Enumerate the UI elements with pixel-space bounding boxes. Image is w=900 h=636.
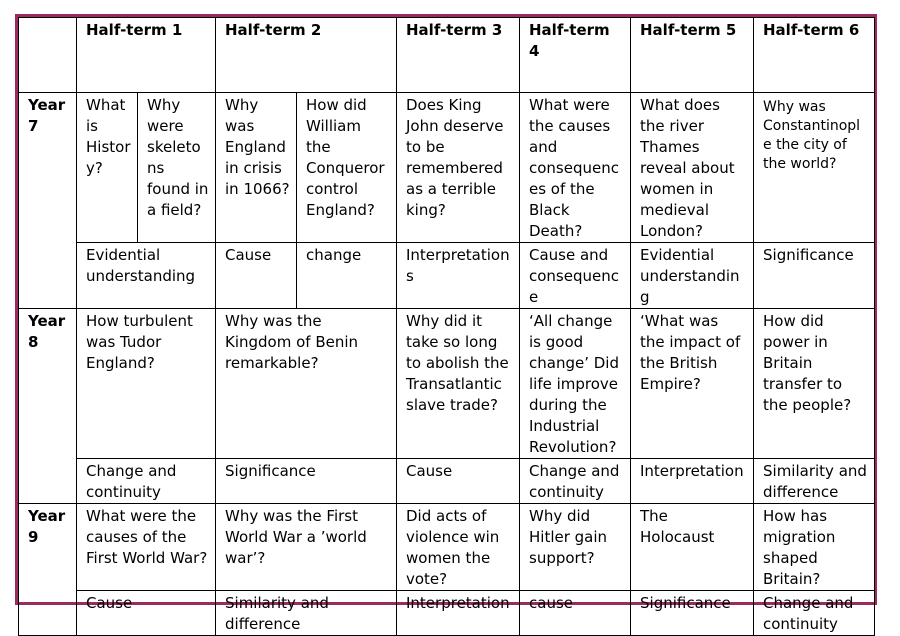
year9-question-row xyxy=(19,504,875,591)
header-row xyxy=(19,18,875,93)
year9-ht2-question: Why was the First World War a ’world war’? xyxy=(216,504,397,591)
year7-ht2-question-a: Why was England in crisis in 1066? xyxy=(216,93,297,243)
year9-ht4-concept: cause xyxy=(520,591,631,636)
header-half-term-2: Half-term 2 xyxy=(216,18,397,93)
year9-ht1-question: What were the causes of the First World War? xyxy=(77,504,216,591)
year8-question-row xyxy=(19,309,875,459)
year7-label: Year 7 xyxy=(19,93,77,309)
header-half-term-3: Half-term 3 xyxy=(397,18,520,93)
year7-ht1-question-a: What is History? xyxy=(77,93,138,243)
year8-ht4-question: ‘All change is good change’ Did life improve during the Industrial Revolution? xyxy=(520,309,631,459)
year7-ht6-question: Why was Constantinople the city of the world? xyxy=(754,93,875,243)
year9-label: Year 9 xyxy=(19,504,77,636)
year9-ht3-concept: Interpretation xyxy=(397,591,520,636)
year8-ht3-concept: Cause xyxy=(397,459,520,504)
year8-label: Year 8 xyxy=(19,309,77,504)
year8-ht1-concept: Change and continuity xyxy=(77,459,216,504)
year7-question-row xyxy=(19,93,875,243)
year9-ht3-question: Did acts of violence win women the vote? xyxy=(397,504,520,591)
year8-ht5-concept: Interpretation xyxy=(631,459,754,504)
year7-concept-row xyxy=(19,243,875,309)
year8-concept-row xyxy=(19,459,875,504)
year8-ht6-concept: Similarity and difference xyxy=(754,459,875,504)
year7-ht6-concept: Significance xyxy=(754,243,875,309)
year9-ht1-concept: Cause xyxy=(77,591,216,636)
year8-ht5-question: ‘What was the impact of the British Empire? xyxy=(631,309,754,459)
year8-ht4-concept: Change and continuity xyxy=(520,459,631,504)
curriculum-table xyxy=(18,17,875,636)
corner-cell xyxy=(19,18,77,93)
year9-ht2-concept: Similarity and difference xyxy=(216,591,397,636)
year7-ht5-question: What does the river Thames reveal about women in medieval London? xyxy=(631,93,754,243)
year7-ht1-concept: Evidential understanding xyxy=(77,243,216,309)
year8-ht6-question: How did power in Britain transfer to the people? xyxy=(754,309,875,459)
year9-ht5-concept: Significance xyxy=(631,591,754,636)
year9-ht4-question: Why did Hitler gain support? xyxy=(520,504,631,591)
header-half-term-5: Half-term 5 xyxy=(631,18,754,93)
header-half-term-6: Half-term 6 xyxy=(754,18,875,93)
year7-ht2-question-b: How did William the Conqueror control England? xyxy=(297,93,397,243)
year7-ht1-question-b: Why were skeletons found in a field? xyxy=(138,93,216,243)
year7-ht2-concept-b: change xyxy=(297,243,397,309)
year7-ht5-concept: Evidential understanding xyxy=(631,243,754,309)
year7-ht3-concept: Interpretations xyxy=(397,243,520,309)
year8-ht2-question: Why was the Kingdom of Benin remarkable? xyxy=(216,309,397,459)
year7-ht3-question: Does King John deserve to be remembered as a terrible king? xyxy=(397,93,520,243)
year7-ht4-concept: Cause and consequence xyxy=(520,243,631,309)
year9-concept-row xyxy=(19,591,875,636)
year7-ht4-question: What were the causes and consequences of the Black Death? xyxy=(520,93,631,243)
year8-ht2-concept: Significance xyxy=(216,459,397,504)
year9-ht5-question: The Holocaust xyxy=(631,504,754,591)
year9-ht6-concept: Change and continuity xyxy=(754,591,875,636)
year8-ht3-question: Why did it take so long to abolish the Transatlantic slave trade? xyxy=(397,309,520,459)
header-half-term-4: Half-term 4 xyxy=(520,18,631,93)
year9-ht6-question: How has migration shaped Britain? xyxy=(754,504,875,591)
year7-ht2-concept-a: Cause xyxy=(216,243,297,309)
year8-ht1-question: How turbulent was Tudor England? xyxy=(77,309,216,459)
header-half-term-1: Half-term 1 xyxy=(77,18,216,93)
